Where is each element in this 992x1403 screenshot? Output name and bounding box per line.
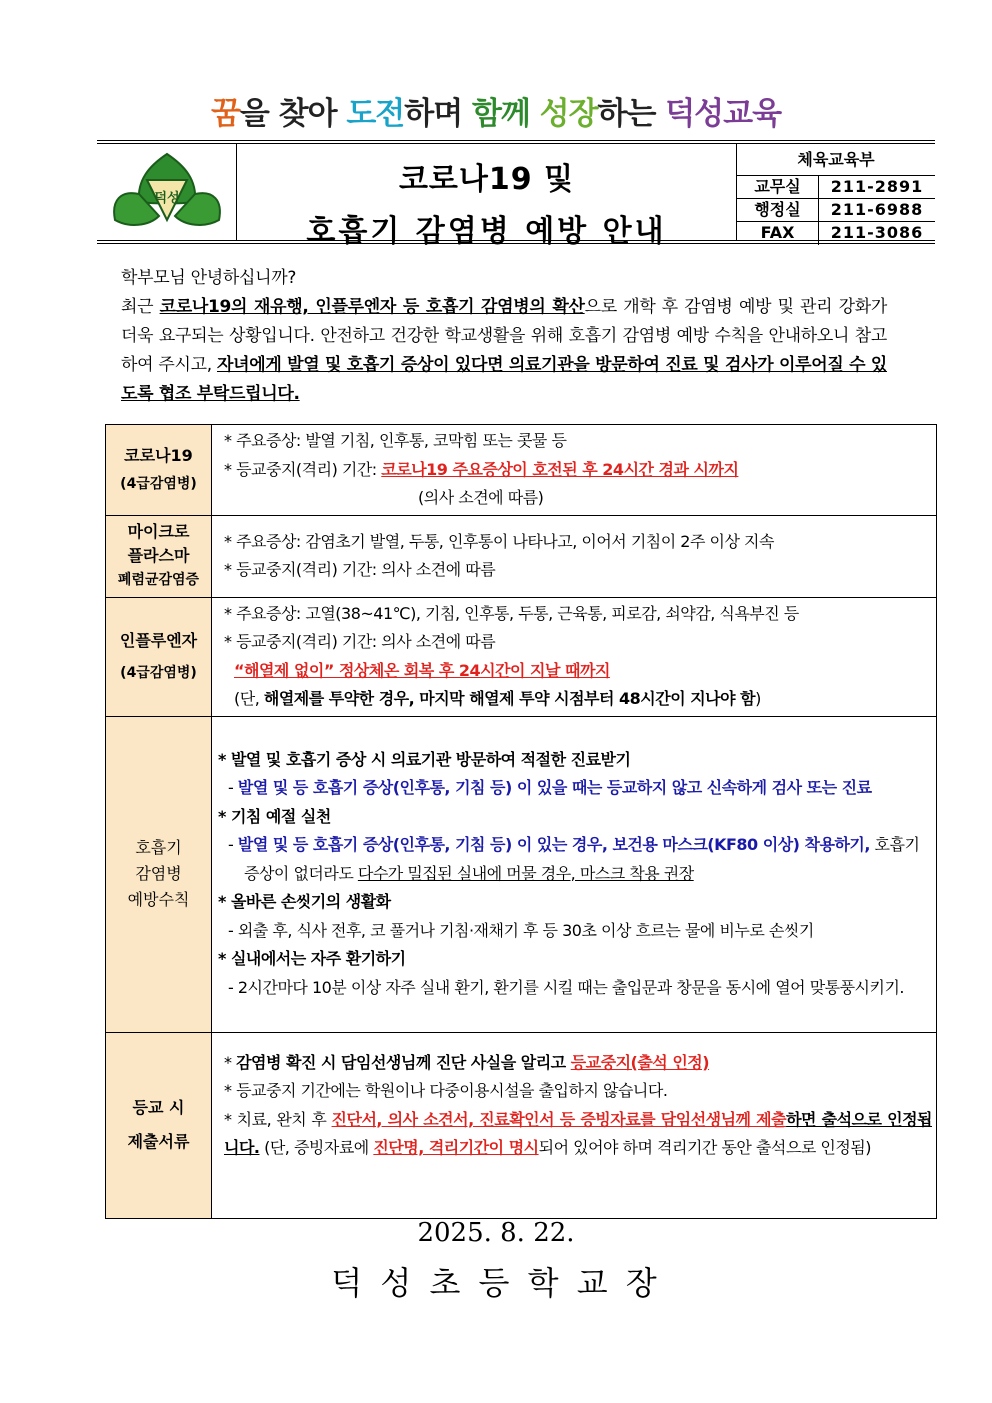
department-name: 체육교육부 (737, 144, 935, 176)
school-logo (97, 144, 237, 240)
contact-row: FAX 211-3086 (737, 222, 935, 245)
contact-row: 행정실 211-6988 (737, 199, 935, 222)
row-label: 인플루엔자 (4급감염병) (106, 597, 212, 716)
row-label: 등교 시 제출서류 (106, 1032, 212, 1218)
principal-signature: 덕 성 초 등 학 교 장 (331, 1264, 661, 1302)
row-label: 마이크로 플라스마 폐렴균감염증 (106, 515, 212, 597)
table-row-prevention: 호흡기 감염병 예방수칙 * 발열 및 호흡기 증상 시 의료기관 방문하여 적절한 진료받기 - 발열 및 등 호흡기 증상(인후통, 기침 등) 이 있을 때는 등교하지 않고 신속하게 검사 또는 진료 * 기침 예절 실천 - 발열 및 등 호흡기 증상(인후통, 기침 등) 이 있는 경우, 보건용 마스크(KF80 이상) 착용하기, 호흡기 증상이 없더라도 다수가 밀집된 실내에 머물 경우, 마스크 착용 권장 * 올바른 손씻기의 생활화 - 외출 후, 식사 전후, 코 풀거나 기침·재채기 후 등 30초 이상 흐르는 물에 비누로 손씻기 * 실내에서는 자주 환기하기 - 2시간마다 10분 이상 자주 실내 환기, 환기를 시킬 때는 출입문과 창문을 동시에 열어 맞통풍시키기. (106, 716, 937, 1032)
school-emblem-icon (97, 144, 237, 240)
title-line-1: 코로나19 및 (398, 162, 575, 197)
table-row-mycoplasma: 마이크로 플라스마 폐렴균감염증 * 주요증상: 감염초기 발열, 두통, 인후통이 나타나고, 이어서 기침이 2주 이상 지속 * 등교중지(격리) 기간: 의사 소견에 따름 (106, 515, 937, 597)
table-row-documents: 등교 시 제출서류 * 감염병 확진 시 담임선생님께 진단 사실을 알리고 등교중지(출석 인정) * 등교중지 기간에는 학원이나 다중이용시설을 출입하지 않습니다. * 치료, 완치 후 진단서, 의사 소견서, 진료확인서 등 증빙자료를 담임선생님께 제출하면 출석으로 인정됩니다. (단, 증빙자료에 진단명, 격리기간이 명시되어 있어야 하며 격리기간 동안 출석으로 인정됨) (106, 1032, 937, 1218)
intro-paragraph: 최근 코로나19의 재유행, 인플루엔자 등 호흡기 감염병의 확산으로 개학 후 감염병 예방 및 관리 강화가 더욱 요구되는 상황입니다. 안전하고 건강한 학교생활을 위해 호흡기 감염병 예방 수칙을 안내하오니 참고하여 주시고, 자녀에게 발열 및 호흡기 증상이 있다면 의료기관을 방문하여 진료 및 검사가 이루어질 수 있도록 협조 부탁드립니다. (121, 297, 888, 404)
title-line-2: 호흡기 감염병 예방 안내 (306, 214, 667, 249)
issue-date: 2025. 8. 22. (417, 1218, 575, 1248)
intro-text (103, 264, 887, 409)
letter-header (97, 140, 935, 249)
row-label: 호흡기 감염병 예방수칙 (106, 716, 212, 1032)
document-title (237, 144, 737, 249)
table-row-influenza: 인플루엔자 (4급감염병) * 주요증상: 고열(38~41℃), 기침, 인후통, 두통, 근육통, 피로감, 쇠약감, 식욕부진 등 * 등교중지(격리) 기간: 의사 소견에 따름 “해열제 없이” 정상체온 회복 후 24시간이 지날 때까지 (단, 해열제를 투약한 경우, 마지막 해열제 투약 시점부터 48시간이 지나야 함) (106, 597, 937, 716)
contact-box (737, 144, 935, 240)
contact-row: 교무실 211-2891 (737, 176, 935, 199)
row-label: 코로나19 (4급감염병) (106, 425, 212, 516)
disease-info-table (105, 424, 937, 1219)
logo-text: 덕성 (154, 191, 180, 206)
table-row-covid: 코로나19 (4급감염병) * 주요증상: 발열 기침, 인후통, 코막힘 또는 콧물 등 * 등교중지(격리) 기간: 코로나19 주요증상이 호전된 후 24시간 경과 시까지 (의사 소견에 따름) (106, 425, 937, 516)
school-slogan: 꿈을 찾아 도전하며 함께 성장하는 덕성교육 (210, 96, 782, 132)
greeting: 학부모님 안녕하십니까? (121, 268, 297, 288)
